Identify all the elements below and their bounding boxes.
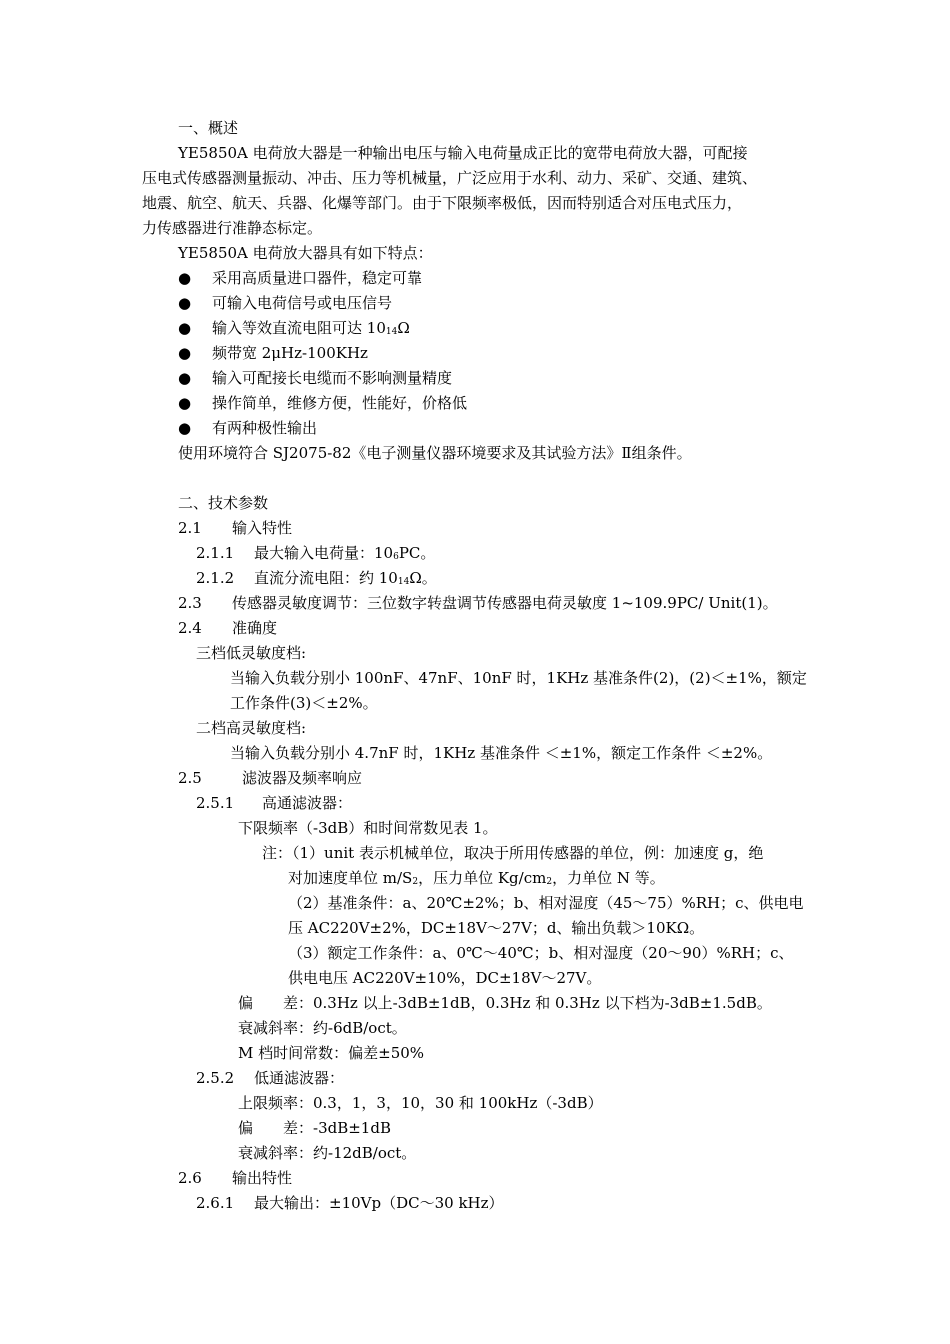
p25-number: 2.5 [178,769,202,787]
p21-number: 2.1 [178,519,202,537]
p212-number: 2.1.2 [196,569,235,587]
environment-line: 使用环境符合 SJ2075-82《电子测量仪器环境要求及其试验方法》Ⅱ组条件。 [178,444,692,462]
feature-item-6: 操作简单，维修方便，性能好，价格低 [212,394,468,412]
note-2-line-1: （2）基准条件：a、20℃±2%；b、相对湿度（45～75）%RH；c、供电电 [288,894,804,912]
bullet-icon: ● [178,319,192,337]
p261-text: 最大输出：±10Vp（DC～30 kHz） [254,1194,504,1212]
p261-number: 2.6.1 [196,1194,235,1212]
p252-text: 低通滤波器： [254,1069,345,1087]
p211-number: 2.1.1 [196,544,235,562]
p251-text: 高通滤波器： [262,794,353,812]
low-sensitivity-line-2: 工作条件(3)＜±2%。 [230,694,378,712]
highpass-deviation: 偏 差：0.3Hz 以上-3dB±1dB，0.3Hz 和 0.3Hz 以下档为-3dB±1.5dB。 [238,994,772,1012]
p23-text: 传感器灵敏度调节：三位数字转盘调节传感器电荷灵敏度 1~109.9PC/ Unit(1)。 [232,594,778,612]
p251-number: 2.5.1 [196,794,235,812]
lowpass-deviation: 偏 差：-3dB±1dB [238,1119,391,1137]
feature-item-4: 频带宽 2μHz-100KHz [212,344,368,362]
highpass-m-time-constant: M 档时间常数：偏差±50% [238,1044,425,1062]
feature-item-1: 采用高质量进口器件，稳定可靠 [212,269,423,287]
bullet-icon: ● [178,369,192,387]
p26-number: 2.6 [178,1169,202,1187]
features-intro: YE5850A 电荷放大器具有如下特点： [178,244,433,262]
p25-text: 滤波器及频率响应 [242,769,363,787]
bullet-icon: ● [178,294,192,312]
bullet-icon: ● [178,394,192,412]
p252-number: 2.5.2 [196,1069,235,1087]
bullet-icon: ● [178,419,192,437]
bullet-icon: ● [178,344,192,362]
p21-text: 输入特性 [232,519,293,537]
intro-line-4: 力传感器进行准静态标定。 [142,219,323,237]
p211-text: 最大输入电荷量：$10_6PC$。 [254,544,436,562]
high-sensitivity-title: 二档高灵敏度档: [196,719,307,737]
note-3-line-1: （3）额定工作条件：a、0℃～40℃；b、相对湿度（20～90）%RH；c、 [288,944,794,962]
highpass-slope: 衰减斜率：约-6dB/oct。 [238,1019,407,1037]
note-3-line-2: 供电电压 AC220V±10%，DC±18V～27V。 [288,969,602,987]
feature-item-3: 输入等效直流电阻可达 $10_{14}\Omega$ [212,319,410,337]
feature-item-2: 可输入电荷信号或电压信号 [212,294,393,312]
lowpass-slope: 衰减斜率：约-12dB/oct。 [238,1144,417,1162]
p24-number: 2.4 [178,619,202,637]
note-1-line-1: 注：（1）unit 表示机械单位，取决于所用传感器的单位，例：加速度 g，绝 [262,844,764,862]
feature-item-5: 输入可配接长电缆而不影响测量精度 [212,369,453,387]
p26-text: 输出特性 [232,1169,293,1187]
high-sensitivity-line-1: 当输入负载分别小 4.7nF 时，1KHz 基准条件 ＜±1%，额定工作条件 ＜±2%。 [230,744,773,762]
section-1-title: 一、概述 [178,119,239,137]
note-1-line-2: 对加速度单位 $m/S_2$，压力单位 $Kg/cm_2$，力单位 N 等。 [288,869,665,887]
p212-text: 直流分流电阻：约 $10_{14}\Omega$。 [254,569,437,587]
note-2-line-2: 压 AC220V±2%，DC±18V～27V；d、输出负载＞10KΩ。 [288,919,705,937]
low-sensitivity-line-1: 当输入负载分别小 100nF、47nF、10nF 时，1KHz 基准条件(2)，(2)＜±1%，额定 [230,669,807,687]
highpass-line-1: 下限频率（-3dB）和时间常数见表 1。 [238,819,498,837]
p23-number: 2.3 [178,594,202,612]
intro-line-2: 压电式传感器测量振动、冲击、压力等机械量，广泛应用于水利、动力、采矿、交通、建筑、 [142,169,758,187]
intro-line-1: YE5850A 电荷放大器是一种输出电压与输入电荷量成正比的宽带电荷放大器，可配接 [178,144,748,162]
lowpass-upper-frequency: 上限频率：0.3，1，3，10，30 和 100kHz（-3dB） [238,1094,603,1112]
bullet-icon: ● [178,269,192,287]
section-2-title: 二、技术参数 [178,494,269,512]
p24-text: 准确度 [232,619,278,637]
low-sensitivity-title: 三档低灵敏度档: [196,644,307,662]
feature-item-7: 有两种极性输出 [212,419,318,437]
intro-line-3: 地震、航空、航天、兵器、化爆等部门。由于下限频率极低，因而特别适合对压电式压力， [142,194,743,212]
